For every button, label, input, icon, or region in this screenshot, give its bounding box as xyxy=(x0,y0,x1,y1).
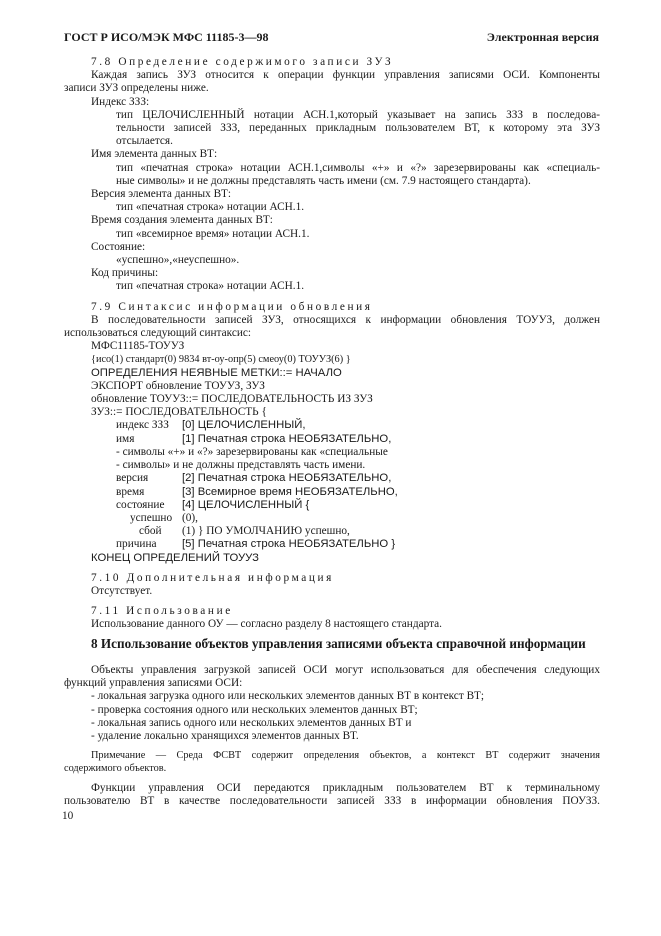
main-content xyxy=(64,50,600,632)
field-description: тип ЦЕЛОЧИСЛЕННЫЙ нотации АСН.1,который указывает на запись ЗЗЗ в последова- xyxy=(116,108,600,121)
field-description: тип «всемирное время» нотации АСН.1. xyxy=(116,227,310,240)
code-field-type: (1) } ПО УМОЛЧАНИЮ успешно, xyxy=(182,525,350,538)
code-field xyxy=(91,538,600,551)
list-item: - проверка состояния одного или нескольких элементов данных ВТ; xyxy=(91,703,418,716)
code-comment: - символы «+» и «?» зарезервированы как «специальные xyxy=(116,445,388,458)
code-line: КОНЕЦ ОПРЕДЕЛЕНИЙ ТОУУЗ xyxy=(91,551,259,564)
code-field-name: причина xyxy=(116,538,157,551)
code-field-type: [1] Печатная строка НЕОБЯЗАТЕЛЬНО, xyxy=(182,432,392,445)
paragraph: использоваться следующий синтаксис: xyxy=(64,327,252,340)
note: Примечание — Среда ФСВТ содержит определения объектов, а контекст ВТ содержит значения xyxy=(91,750,600,762)
paragraph: пользователю ВТ в качестве последовательности записей ЗЗЗ в информации обновления ПОУЗЗ. xyxy=(64,794,600,807)
section-8-heading: 8 Использование объектов управления записями объекта справочной информации xyxy=(91,636,586,651)
code-comment: - символы» и не должны представлять часть имени. xyxy=(116,459,366,472)
field-description: отсылается. xyxy=(116,135,173,148)
code-field-type: (0), xyxy=(182,511,198,524)
field-label: Имя элемента данных ВТ: xyxy=(91,148,218,161)
code-line: ЗУЗ::= ПОСЛЕДОВАТЕЛЬНОСТЬ { xyxy=(91,406,267,419)
code-field xyxy=(91,419,600,432)
code-line: МФС11185-ТОУУЗ xyxy=(91,340,185,353)
section-8-body xyxy=(64,664,600,808)
code-field-type: [0] ЦЕЛОЧИСЛЕННЫЙ, xyxy=(182,419,306,432)
field-description: ные символы» и не должны представлять часть имени (см. 7.9 настоящего стандарта). xyxy=(116,174,531,187)
code-line: ОПРЕДЕЛЕНИЯ НЕЯВНЫЕ МЕТКИ::= НАЧАЛО xyxy=(91,366,342,379)
code-line: ЭКСПОРТ обновление ТОУУЗ, ЗУЗ xyxy=(91,379,265,392)
paragraph: Использование данного ОУ — согласно разделу 8 настоящего стандарта. xyxy=(91,618,442,631)
field-description: тельности записей ЗЗЗ, переданных прикладным пользователем ВТ, к которому эта ЗУЗ xyxy=(116,122,600,135)
field-description: тип «печатная строка» нотации АСН.1. xyxy=(116,201,305,214)
code-field xyxy=(91,472,600,485)
field-label: Версия элемента данных ВТ: xyxy=(91,188,232,201)
field-label: Время создания элемента данных ВТ: xyxy=(91,214,273,227)
code-field-type: [5] Печатная строка НЕОБЯЗАТЕЛЬНО } xyxy=(182,538,396,551)
edition-label: Электронная версия xyxy=(486,30,599,44)
page-number: 10 xyxy=(62,810,74,822)
code-field-name: успешно xyxy=(130,511,173,524)
paragraph: записи ЗУЗ определены ниже. xyxy=(64,82,209,95)
paragraph: В последовательности записей ЗУЗ, относящихся к информации обновления ТОУУЗ, должен xyxy=(91,313,600,326)
list-item: - локальная загрузка одного или нескольких элементов данных ВТ в контекст ВТ; xyxy=(91,690,485,703)
section-7-10-heading: 7.10 Дополнительная информация xyxy=(91,571,334,584)
field-label: Индекс ЗЗЗ: xyxy=(91,95,150,108)
list-item: - удаление локально хранящихся элементов данных ВТ. xyxy=(91,730,359,743)
list-item: - локальная запись одного или нескольких элементов данных ВТ и xyxy=(91,716,412,729)
section-7-9-heading: 7.9 Синтаксис информации обновления xyxy=(91,300,373,313)
field-description: «успешно»,«неуспешно». xyxy=(116,254,240,267)
code-field-type: [2] Печатная строка НЕОБЯЗАТЕЛЬНО, xyxy=(182,472,392,485)
code-field xyxy=(91,499,600,512)
field-label: Состояние: xyxy=(91,240,146,253)
code-field xyxy=(91,433,600,446)
note: содержимого объектов. xyxy=(64,763,167,775)
field-description: тип «печатная строка» нотации АСН.1. xyxy=(116,280,305,293)
section-7-8-heading: 7.8 Определение содержимого записи ЗУЗ xyxy=(91,56,394,68)
document-title: ГОСТ Р ИСО/МЭК МФС 11185-3—98 xyxy=(64,30,269,44)
code-field-name: имя xyxy=(116,432,135,445)
code-line: {исо(1) стандарт(0) 9834 вт-оу-опр(5) смеоу(0) ТОУУЗ(6) } xyxy=(91,354,351,366)
paragraph: Отсутствует. xyxy=(91,584,153,597)
code-field-name: версия xyxy=(116,472,149,485)
paragraph: Объекты управления загрузкой записей ОСИ могут использоваться для обеспечения следующих xyxy=(91,664,600,676)
field-description: тип «печатная строка» нотации АСН.1,символы «+» и «?» зарезервированы как «специаль- xyxy=(116,161,600,174)
code-field-name: сбой xyxy=(139,525,162,538)
code-field-name: индекс ЗЗЗ xyxy=(116,419,169,432)
field-label: Код причины: xyxy=(91,267,159,280)
paragraph: Функции управления ОСИ передаются прикладным пользователем ВТ к терминальному xyxy=(91,781,600,794)
code-field xyxy=(91,525,600,538)
code-field-name: состояние xyxy=(116,498,165,511)
code-field xyxy=(91,512,600,525)
paragraph: функций управления записями ОСИ: xyxy=(64,677,243,690)
code-field-type: [4] ЦЕЛОЧИСЛЕННЫЙ { xyxy=(182,498,310,511)
paragraph: Каждая запись ЗУЗ относится к операции функции управления записями ОСИ. Компоненты xyxy=(91,69,600,82)
code-line: обновление ТОУУЗ::= ПОСЛЕДОВАТЕЛЬНОСТЬ ИЗ ЗУЗ xyxy=(91,393,373,406)
section-7-11-heading: 7.11 Использование xyxy=(91,605,233,618)
code-field-name: время xyxy=(116,485,145,498)
code-field-type: [3] Всемирное время НЕОБЯЗАТЕЛЬНО, xyxy=(182,485,398,498)
code-field xyxy=(91,486,600,499)
